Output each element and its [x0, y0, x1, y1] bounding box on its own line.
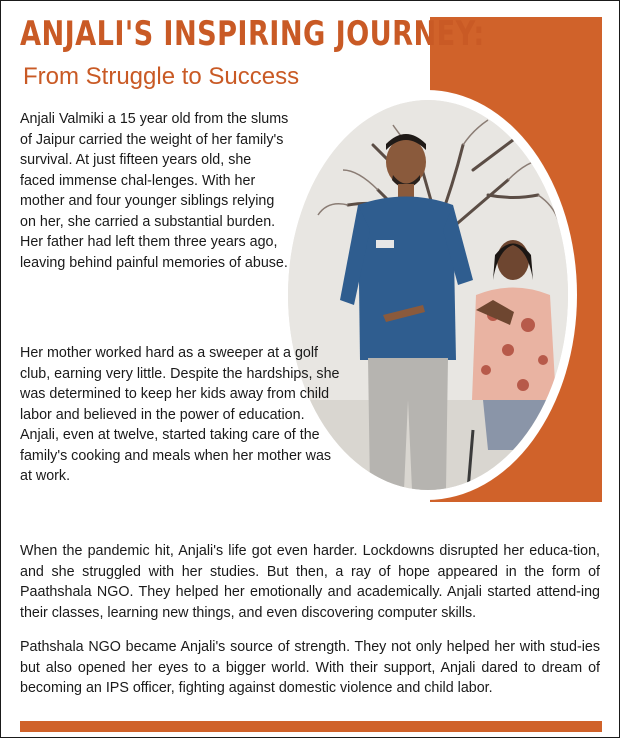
paragraph-4: Pathshala NGO became Anjali's source of strength. They not only helped her with stud-ies but also opened her eyes to a bigger world. With their support, Anjali dared to dream of becoming an IPS officer, fighting against domestic violence and child labor. [20, 639, 600, 696]
paragraph-2: Her mother worked hard as a sweeper at a golf club, earning very little. Despite the hardships, she was determined to keep her kids away from child labor and believed in the power of education. Anjali, even at twelve, started taking care of the family's cooking and meals when her mother was at work. [20, 345, 340, 484]
page-subtitle: From Struggle to Success [23, 63, 300, 90]
paragraph-3: When the pandemic hit, Anjali's life got even harder. Lockdowns disrupted her educa-tion, and she struggled with her studies. But then, a ray of hope appeared in the form of Paathshala NGO. They helped her emotionally and academically. Anjali started attend-ing their classes, learning new things, and even discovering computer skills. [20, 543, 600, 621]
page-title: ANJALI'S INSPIRING JOURNEY: [20, 14, 485, 54]
paragraph-1: Anjali Valmiki a 15 year old from the slums of Jaipur carried the weight of her family's survival. At just fifteen years old, she faced immense chal-lenges. With her mother and four younger siblings relying on her, she carried a substantial burden. Her father had left them three years ago, leaving behind painful memories of abuse. [20, 111, 289, 271]
footer-bar [20, 721, 602, 732]
